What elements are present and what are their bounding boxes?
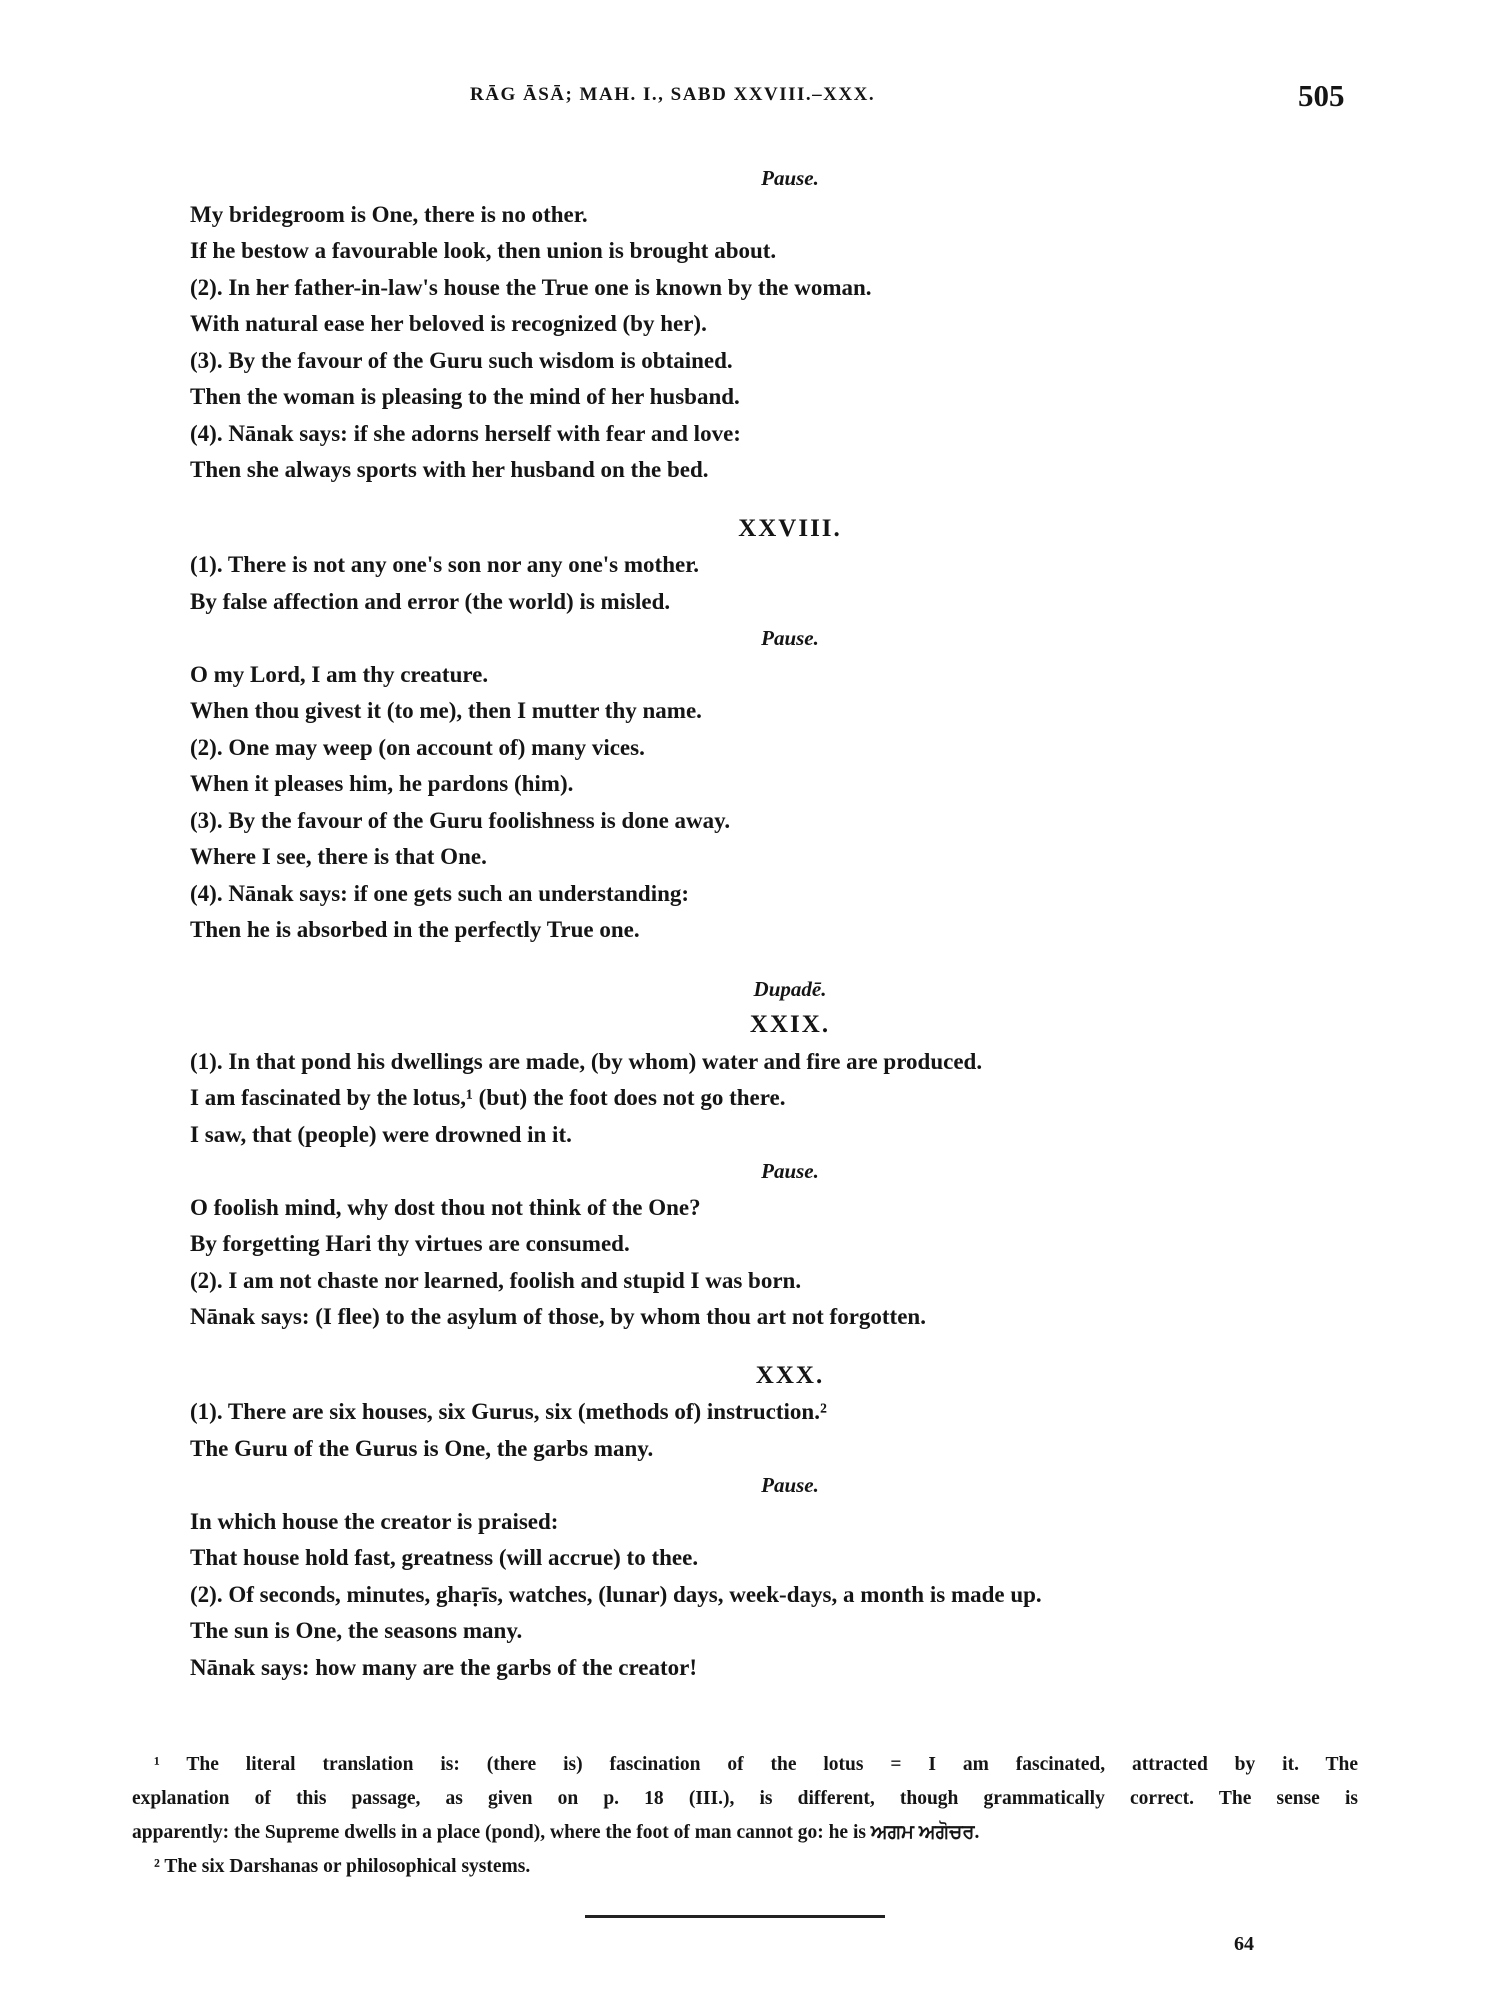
verse-line: In which house the creator is praised: <box>190 1508 559 1534</box>
verse-line: When thou givest it (to me), then I mutter thy name. <box>190 698 702 723</box>
verse-line: (3). By the favour of the Guru foolishness is done away. <box>190 807 731 833</box>
footnote-1-line-1: ¹ The literal translation is: (there is) fascination of the lotus = I am fascinated, attracted by it. The <box>154 1754 1358 1775</box>
pause-heading: Pause. <box>761 1473 819 1497</box>
footnote-1-line-3: apparently: the Supreme dwells in a place (pond), where the foot of man cannot go: he is ਅਗਮ ਅਗੋਚਰ. <box>132 1822 980 1843</box>
closing-rule <box>585 1915 885 1918</box>
page-number: 505 <box>1298 78 1345 113</box>
section-heading: XXIX. <box>749 1011 831 1038</box>
verse-line: (1). There are six houses, six Gurus, six (methods of) instruction.² <box>190 1399 827 1424</box>
footnote-1-line-2: explanation of this passage, as given on p. 18 (III.), is different, though grammatically correct. The sense is <box>132 1788 1358 1809</box>
verse-line: (2). I am not chaste nor learned, foolish and stupid I was born. <box>190 1267 802 1293</box>
verse-line: If he bestow a favourable look, then union is brought about. <box>190 238 777 263</box>
verse-line: Where I see, there is that One. <box>190 844 487 869</box>
verse-line: That house hold fast, greatness (will accrue) to thee. <box>190 1545 699 1570</box>
verse-line: O foolish mind, why dost thou not think of the One? <box>190 1194 701 1220</box>
verse-line: (3). By the favour of the Guru such wisdom is obtained. <box>190 347 733 373</box>
verse-line: By forgetting Hari thy virtues are consumed. <box>190 1231 630 1256</box>
signature-mark: 64 <box>1234 1933 1254 1955</box>
verse-line: (1). There is not any one's son nor any one's mother. <box>190 552 700 577</box>
section-heading: XXVIII. <box>738 514 842 542</box>
verse-line: Then he is absorbed in the perfectly True one. <box>190 917 640 942</box>
verse-line: Then the woman is pleasing to the mind of her husband. <box>190 384 740 409</box>
verse-line: (2). In her father-in-law's house the True one is known by the woman. <box>190 274 872 300</box>
section-gap <box>190 489 1350 511</box>
section-gap <box>190 1336 1350 1358</box>
pause-heading: Pause. <box>761 1159 819 1183</box>
pause-heading: Pause. <box>761 166 819 190</box>
footnote-2: ² The six Darshanas or philosophical systems. <box>154 1856 531 1877</box>
section-gap <box>190 949 1350 971</box>
main-text <box>190 160 1350 1686</box>
verse-line: Nānak says: (I flee) to the asylum of those, by whom thou art not forgotten. <box>190 1304 926 1329</box>
verse-line: (2). Of seconds, minutes, ghaṛīs, watches, (lunar) days, week-days, a month is made up. <box>190 1581 1042 1607</box>
verse-line: (4). Nānak says: if she adorns herself with fear and love: <box>190 420 741 446</box>
verse-line: When it pleases him, he pardons (him). <box>190 771 574 796</box>
verse-line: My bridegroom is One, there is no other. <box>190 201 588 227</box>
verse-line: (1). In that pond his dwellings are made, (by whom) water and fire are produced. <box>190 1048 983 1074</box>
verse-line: I am fascinated by the lotus,¹ (but) the foot does not go there. <box>190 1085 786 1110</box>
verse-line: O my Lord, I am thy creature. <box>190 661 489 687</box>
footnotes <box>132 1748 1358 1884</box>
running-head: RĀG ĀSĀ; MAH. I., SABD XXVIII.–XXX. <box>470 84 876 105</box>
verse-line: (2). One may weep (on account of) many vices. <box>190 734 645 760</box>
verse-line: Then she always sports with her husband on the bed. <box>190 457 709 482</box>
verse-line: The Guru of the Gurus is One, the garbs many. <box>190 1435 654 1461</box>
verse-line: I saw, that (people) were drowned in it. <box>190 1121 572 1147</box>
page-header <box>0 78 1500 118</box>
verse-line: By false affection and error (the world) is misled. <box>190 588 671 614</box>
pause-heading: Pause. <box>761 626 819 650</box>
verse-line: The sun is One, the seasons many. <box>190 1618 523 1643</box>
verse-line: Nānak says: how many are the garbs of the creator! <box>190 1654 698 1680</box>
verse-line: (4). Nānak says: if one gets such an understanding: <box>190 880 690 906</box>
pause-heading: Dupadē. <box>753 976 827 1001</box>
section-heading: XXX. <box>755 1361 825 1389</box>
verse-line: With natural ease her beloved is recognized (by her). <box>190 311 707 336</box>
